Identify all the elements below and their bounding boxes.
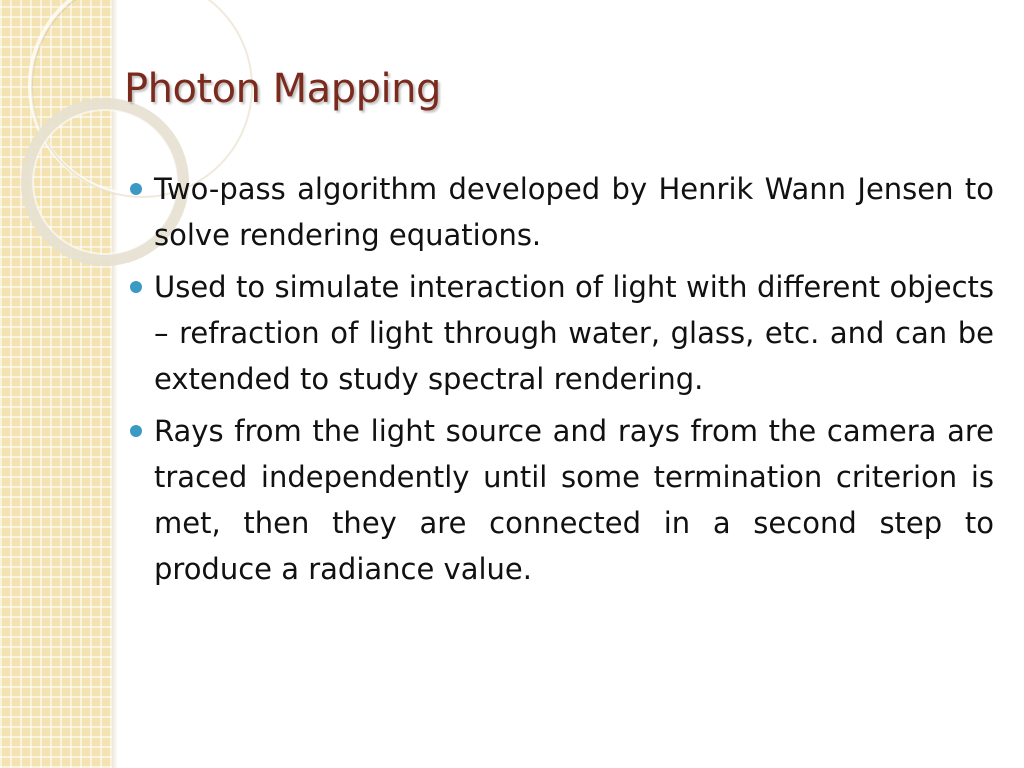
bullet-list <box>122 166 994 598</box>
bullet-marker-icon <box>130 183 142 195</box>
bullet-item <box>122 166 994 258</box>
bullet-item <box>122 408 994 592</box>
bullet-marker-icon <box>130 425 142 437</box>
bullet-text: Two-pass algorithm developed by Henrik Wann Jensen to solve rendering equations. <box>154 172 994 252</box>
bullet-item <box>122 264 994 402</box>
bullet-text: Used to simulate interaction of light with different objects – refraction of light through water, glass, etc. and can be extended to study spectral rendering. <box>154 270 994 396</box>
bullet-marker-icon <box>130 281 142 293</box>
bullet-text: Rays from the light source and rays from the camera are traced independently until some termination criterion is met, then they are connected in a second step to produce a radiance value. <box>154 414 994 586</box>
slide-title: Photon Mapping <box>124 66 441 112</box>
